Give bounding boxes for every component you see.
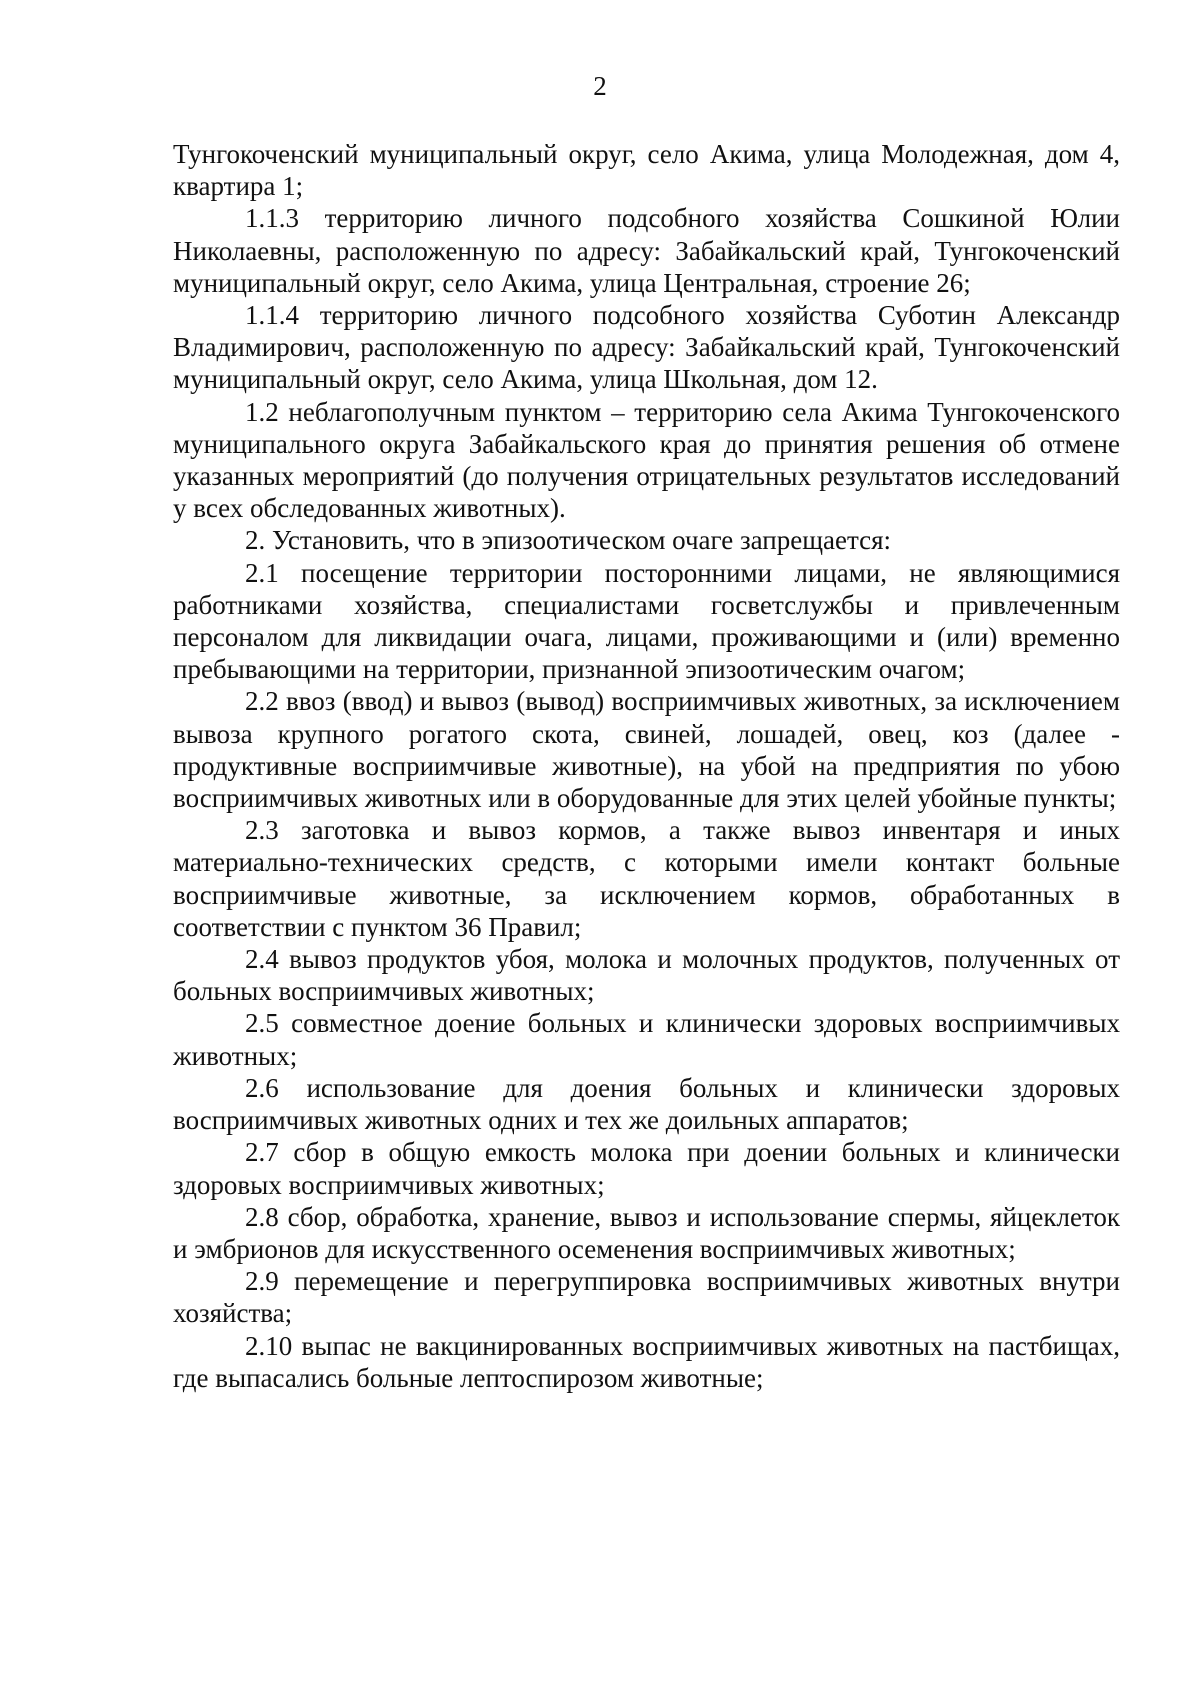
paragraph-2: 2. Установить, что в эпизоотическом очаге запрещается: — [245, 525, 892, 556]
paragraph-2-5: 2.5 совместное доение больных и клинически здоровых восприимчивых животных; — [173, 1008, 1120, 1071]
paragraph-2-8: 2.8 сбор, обработка, хранение, вывоз и использование спермы, яйцеклеток и эмбрионов для искусственного осеменения восприимчивых животных; — [173, 1201, 1120, 1264]
paragraph-address-continuation: Тунгокоченский муниципальный округ, село Акима, улица Молодежная, дом 4, квартира 1; — [173, 139, 1120, 202]
paragraph-1-2: 1.2 неблагополучным пунктом – территорию села Акима Тунгокоченского муниципального округа Забайкальского края до принятия решения об отмене указанных мероприятий (до получения отрицательных результатов исследований у всех обследованных животных). — [173, 396, 1120, 524]
paragraph-2-10: 2.10 выпас не вакцинированных восприимчивых животных на пастбищах, где выпасались больные лептоспирозом животные; — [173, 1330, 1120, 1393]
paragraph-2-9: 2.9 перемещение и перегруппировка восприимчивых животных внутри хозяйства; — [173, 1266, 1120, 1329]
paragraph-2-4: 2.4 вывоз продуктов убоя, молока и молочных продуктов, полученных от больных восприимчивых животных; — [173, 944, 1120, 1007]
paragraph-2-2: 2.2 ввоз (ввод) и вывоз (вывод) восприимчивых животных, за исключением вывоза крупного рогатого скота, свиней, лошадей, овец, коз (далее - продуктивные восприимчивые животные), на убой на предприятия по убою восприимчивых животных или в оборудованные для этих целей убойные пункты; — [173, 686, 1120, 814]
paragraph-1-1-4: 1.1.4 территорию личного подсобного хозяйства Суботин Александр Владимирович, расположенную по адресу: Забайкальский край, Тунгокоченский муниципальный округ, село Акима, улица Школьная, дом 12. — [173, 300, 1120, 395]
document-body — [173, 138, 1120, 1394]
paragraph-2-6: 2.6 использование для доения больных и клинически здоровых восприимчивых животных одних и тех же доильных аппаратов; — [173, 1072, 1120, 1136]
paragraph-2-1: 2.1 посещение территории посторонними лицами, не являющимися работниками хозяйства, специалистами госветслужбы и привлеченным персоналом для ликвидации очага, лицами, проживающими и (или) временно пребывающими на территории, признанной эпизоотическим очагом; — [173, 557, 1120, 685]
page-number: 2 — [593, 71, 607, 101]
paragraph-2-7: 2.7 сбор в общую емкость молока при доении больных и клинически здоровых восприимчивых животных; — [173, 1137, 1120, 1200]
paragraph-1-1-3: 1.1.3 территорию личного подсобного хозяйства Сошкиной Юлии Николаевны, расположенную по адресу: Забайкальский край, Тунгокоченский муниципальный округ, село Акима, улица Центральная, строение 26; — [173, 203, 1120, 298]
paragraph-2-3: 2.3 заготовка и вывоз кормов, а также вывоз инвентаря и иных материально-технических средств, с которыми имели контакт больные восприимчивые животные, за исключением кормов, обработанных в соответствии с пунктом 36 Правил; — [173, 815, 1120, 942]
